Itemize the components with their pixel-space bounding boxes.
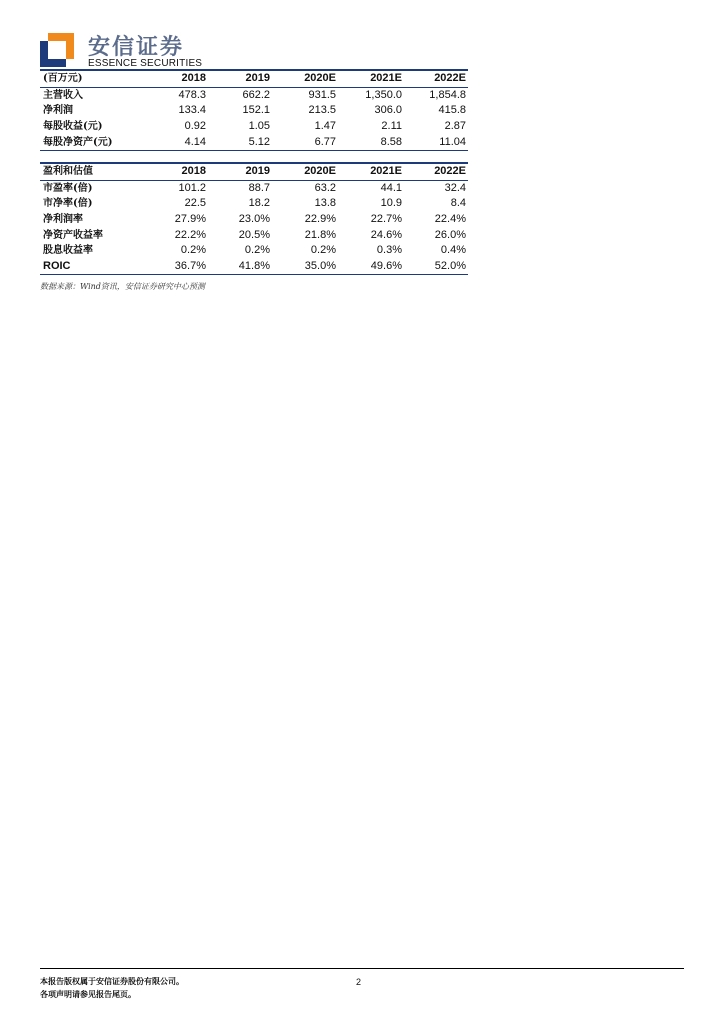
table-cell: 32.4 [444, 181, 466, 194]
company-logo [40, 33, 240, 73]
table-cell: 0.2% [180, 244, 206, 257]
row-label: 净利润率 [43, 214, 83, 226]
table-cell: 13.8 [314, 197, 336, 210]
table-header-row [40, 163, 468, 180]
table-cell: 152.1 [242, 104, 270, 117]
table-row [40, 212, 468, 228]
table-cell: 22.7% [370, 213, 402, 226]
table-cell: 26.0% [434, 228, 466, 241]
row-label: 每股收益(元) [43, 121, 103, 133]
table-cell: 1.05 [248, 120, 270, 133]
table-cell: 0.2% [244, 244, 270, 257]
table-cell: 8.58 [338, 134, 404, 150]
table-cell: 52.0% [404, 259, 468, 275]
column-header: 2019 [208, 163, 272, 180]
table-cell: 4.14 [144, 134, 208, 150]
table-row [40, 180, 468, 196]
row-label: 股息收益率 [43, 245, 93, 257]
disclaimer-line: 各项声明请参见报告尾页。 [40, 989, 136, 999]
table-cell: 101.2 [178, 181, 206, 194]
table-cell: 44.1 [380, 181, 402, 194]
table-header-row [40, 70, 468, 87]
table-cell: 20.5% [238, 228, 270, 241]
row-label: 主营收入 [43, 89, 83, 101]
page-number: 2 [356, 977, 362, 987]
table-cell: 35.0% [272, 259, 338, 275]
column-header: 2019 [208, 70, 272, 87]
row-label: 市盈率(倍) [43, 182, 93, 194]
footer-disclaimer [40, 975, 184, 1001]
table-cell: 21.8% [304, 228, 336, 241]
row-label: 市净率(倍) [43, 198, 93, 210]
column-header: 2018 [144, 70, 208, 87]
table-cell: 0.92 [184, 120, 206, 133]
table-cell: 6.77 [272, 134, 338, 150]
table-cell: 213.5 [308, 104, 336, 117]
column-header: 2020E [272, 70, 338, 87]
logo-english-name: ESSENCE SECURITIES [88, 58, 203, 69]
row-label: 每股净资产(元) [40, 134, 144, 150]
column-header: 2022E [404, 163, 468, 180]
table-cell: 0.3% [376, 244, 402, 257]
table-cell: 22.5 [184, 197, 206, 210]
table-row [40, 119, 468, 135]
table-cell: 5.12 [208, 134, 272, 150]
column-header: 2018 [144, 163, 208, 180]
data-source-note: 数据来源：Wind资讯，安信证券研究中心预测 [40, 282, 205, 291]
table-row [40, 87, 468, 103]
table-row [40, 259, 468, 275]
table-cell: 88.7 [248, 181, 270, 194]
table-cell: 2.11 [381, 120, 402, 133]
table-cell: 2.87 [444, 120, 466, 133]
table-cell: 11.04 [404, 134, 468, 150]
financial-summary-table [40, 69, 468, 151]
table-cell: 1.47 [314, 120, 336, 133]
table-cell: 133.4 [178, 104, 206, 117]
essence-logo-icon [40, 33, 74, 67]
copyright-line: 本报告版权属于安信证券股份有限公司。 [40, 976, 184, 986]
table-cell: 478.3 [178, 88, 206, 101]
table-cell: 1,854.8 [429, 88, 466, 101]
table-row [40, 243, 468, 259]
table-row [40, 103, 468, 119]
table-cell: 27.9% [174, 213, 206, 226]
table-cell: 23.0% [238, 213, 270, 226]
column-header: 2021E [338, 163, 404, 180]
table-cell: 22.2% [174, 228, 206, 241]
column-header: (百万元) [40, 70, 144, 87]
table-cell: 18.2 [248, 197, 270, 210]
column-header: 2021E [338, 70, 404, 87]
table-cell: 1,350.0 [365, 88, 402, 101]
row-label: ROIC [40, 259, 144, 275]
table-cell: 41.8% [208, 259, 272, 275]
table-cell: 415.8 [438, 104, 466, 117]
column-header: 2020E [272, 163, 338, 180]
table-row [40, 134, 468, 150]
table-cell: 10.9 [380, 197, 402, 210]
table-cell: 306.0 [374, 104, 402, 117]
table-cell: 36.7% [144, 259, 208, 275]
column-header: 2022E [404, 70, 468, 87]
table-cell: 662.2 [242, 88, 270, 101]
row-label: 净资产收益率 [43, 229, 103, 241]
table-cell: 63.2 [314, 181, 336, 194]
valuation-table [40, 162, 468, 275]
table-cell: 931.5 [308, 88, 336, 101]
table-cell: 49.6% [338, 259, 404, 275]
table-cell: 0.2% [310, 244, 336, 257]
table-cell: 22.9% [304, 213, 336, 226]
table-cell: 22.4% [434, 213, 466, 226]
table-row [40, 196, 468, 212]
table-cell: 8.4 [450, 197, 466, 210]
table-cell: 0.4% [440, 244, 466, 257]
column-header: 盈利和估值 [40, 163, 144, 180]
logo-chinese-name: 安信证券 [88, 35, 185, 60]
footer-divider [40, 968, 684, 969]
table-row [40, 227, 468, 243]
row-label: 净利润 [43, 105, 73, 117]
table-cell: 24.6% [370, 228, 402, 241]
